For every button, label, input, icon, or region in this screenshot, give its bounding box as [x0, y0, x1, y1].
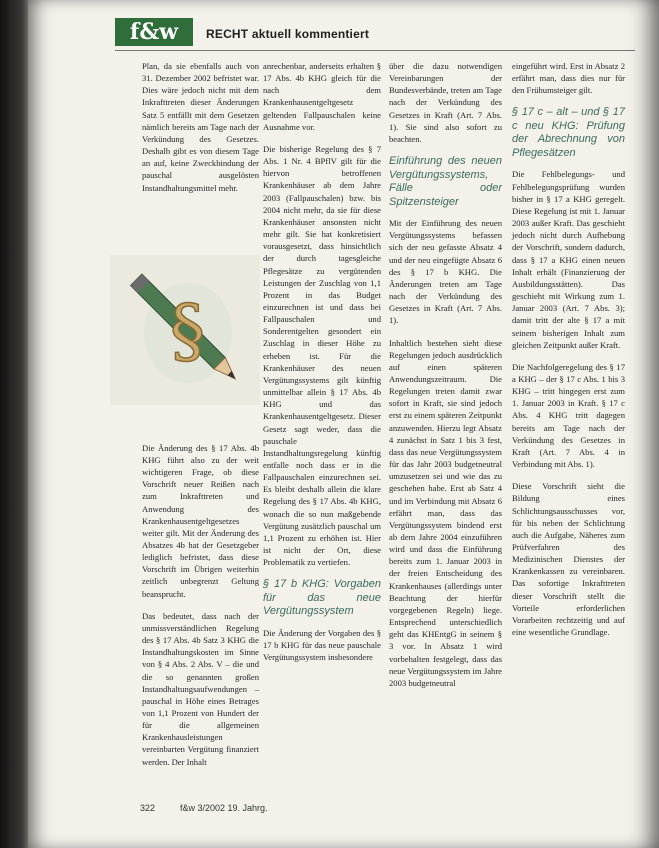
text-column-2: [263, 60, 381, 760]
paragraph: Die Änderung des § 17 Abs. 4b KHG führt also zu der weit wichtigeren Frage, ob diese Vorschrift neuer Reißen nach zum Inkrafttreten und Anwendung des Krankenhausentgeltgesetzes weiter gilt. Mit der Änderung des Absatzes 4b hat der Gesetzgeber lediglich befristet, dass diese Vorschrift im Übrigen weiterhin zeitlich unbegrenzt Geltung beansprucht.: [142, 442, 259, 599]
pencil-icon: [110, 255, 260, 405]
paragraph: anrechenbar, anderseits erhalten § 17 Abs. 4b KHG gleich für die nach dem Krankenhausentgeltgesetz geltenden Fallpauschalen keine Ausnahme vor.: [263, 61, 381, 132]
paragraph: Die Änderung der Vorgaben des § 17 b KHG für das neue pauschale Vergütungssystem insbesondere: [263, 627, 381, 663]
paragraph: Plan, da sie ebenfalls auch von 31. Dezember 2002 befristet war. Dies wäre jedoch nicht mit dem Inkrafttreten dieser Änderungen Satz 5 entfällt mit dem Gesetzen nämlich bereits am Tage nach der Verkündung des Gesetzes. Deshalb gibt es von diesem Tage an auf, keine Zweckbindung der pauschal ausgelösten Instandhaltungsmittel mehr.: [142, 61, 259, 193]
text-column-4: [512, 60, 625, 760]
paragraph: Diese Vorschrift sieht die Bildung eines Schlichtungsausschusses vor, für bis neben der Schlichtung auch die Aufgabe, Näheres zum Prüfverfahren des Medizinischen Dienstes der Krankenkassen zu vereinbaren. Das sofortige Inkrafttreten dieser Vorschrift stellt die Vorteile erforderlichen Vorarbeiten rechtzeitig und auf eine wesentliche Grundlage.: [512, 481, 625, 638]
page-number: 322: [140, 803, 156, 813]
header-rule: [115, 50, 635, 51]
paragraph: über die dazu notwendigen Vereinbarungen der Bundesverbände, treten am Tage nach der Verkündung des Gesetzes in Kraft (Art. 7 Abs. 1). Sie sind also sofort zu beachten.: [389, 61, 502, 144]
svg-text:§: §: [170, 290, 205, 372]
issue-reference: f&w 3/2002 19. Jahrg.: [180, 803, 268, 813]
paragraph: Die Fehlbelegungs- und Fehlbelegungsprüfung wurden bisher in § 17 a KHG geregelt. Diese Regelung ist mit 1. Januar 2003 außer Kraft. Das geschieht jedoch nicht durch Aufhebung der Vorschrift, sondern dadurch, dass § 17 a KHG einen neuen Inhalt erhält (Finanzierung der Ausbildungsstätten). Das geschieht mit Wirkung zum 1. Januar 2003 (Art. 7 Abs. 3); damit tritt der alte § 17 a mit seinem bisherigen Inhalt zum gleichen Zeitpunkt außer Kraft.: [512, 169, 625, 350]
pencil-paragraph-illustration: [110, 255, 260, 405]
paragraph: Mit der Einführung des neuen Vergütungssystems befassen sich der neu gefasste Absatz 4 und der neu eingefügte Absatz 6 des § 17 b KHG. Die Änderungen treten am Tage nach der Verkündung des Gesetzes in Kraft (Art. 7 Abs. 1).: [389, 218, 502, 326]
paragraph: eingeführt wird. Erst in Absatz 2 erfährt man, dass dies nur für den Frühumsteiger gilt.: [512, 61, 625, 96]
paragraph: Die Nachfolgeregelung des § 17 a KHG – der § 17 c Abs. 1 bis 3 KHG – tritt hingegen erst zum 1. Januar 2003 in Kraft. § 17 c Abs. 4 KHG tritt dagegen bereits am Tage nach der Verkündung des Gesetzes in Kraft (Art. 7 Abs. 4 in Verbindung mit Abs. 1).: [512, 361, 625, 470]
section-header: RECHT aktuell kommentiert: [206, 27, 370, 41]
section-subheading: Einführung des neuen Vergütungssystems, Fälle oder Spitzensteiger: [389, 155, 502, 208]
paragraph: Die bisherige Regelung des § 7 Abs. 1 Nr. 4 BPflV gilt für die hiervon betroffenen Krankenhäuser ab dem Jahre 2003 (Fallpauschalen) bzw. bis 2004 nicht mehr, da sie für diese Krankenhäuser ansonsten nicht mehr gilt. Sie hat konkretisiert vorausgesetzt, dass hinsichtlich der durch tagesgleiche Pflegesätze zu vergütenden Leistungen der Zuschlag von 1,1 Prozent in das Budget einzurechnen ist und dass bei Fallpauschalen und Sonderentgelten gesondert ein Zuschlag in dieser Höhe zu erheben ist. Für die Krankenhäuser des neuen Vergütungssystems gilt künftig unmittelbar allein § 17 Abs. 4b KHG und das Krankenhausentgeltgesetz. Dieser Gesetz sagt weder, dass die pauschale Instandhaltungsregelung künftig entfalle noch dass er in die Fallpauschalen einzurechnen sei. Es bleibt deshalb allein die klare Regelung des § 17 Abs. 4b KHG, wonach die so nun maßgebende Vergütung zusätzlich pauschal um 1,1 Prozent zu erhöhen ist. Hier ist nicht der Ort, diese Problematik zu vertiefen.: [263, 143, 381, 568]
section-subheading: § 17 c – alt – und § 17 c neu KHG: Prüfung der Abrechnung von Pflegesätzen: [512, 106, 625, 159]
publication-logo: f&w: [115, 18, 193, 46]
text-column-1: [142, 60, 259, 767]
paragraph: Das bedeutet, dass nach der unmissverständlichen Regelung des § 17 Abs. 4b Satz 3 KHG die Instandhaltungskosten im Sinne von § 4 Abs. 2 Abs. V – die und die so genannten großen Instandhaltungsaufwendungen – pauschal in Höhe eines Betrages von 1,1 Prozent von Hundert der für die allgemeinen Krankenhausleistungen vereinbarten Vergütung finanziert werden. Der Inhalt: [142, 610, 259, 767]
text-column-3: [389, 60, 502, 760]
section-subheading: § 17 b KHG: Vorgaben für das neue Vergütungssystem: [263, 578, 381, 618]
paragraph: Inhaltlich bestehen sieht diese Regelungen jedoch ausdrücklich auf einen späteren Anwendungszeitraum. Die Regelungen treten damit zwar sofort in Kraft, sie sind jedoch erst zu einem späteren Zeitpunkt anzuwenden. Hierzu legt Absatz 4 zunächst in Satz 1 bis 3 fest, dass das neue Vergütungssystem für das Jahr 2003 budgetneutral umzusetzen sei und wie das zu geschehen habe. Erst ab Satz 4 und im Verbindung mit Absatz 6 erfährt man, dass das Vergütungssystem bindend erst ab dem Jahre 2004 einzuführen wird und dass die Einführung bereits zum 1. Januar 2003 in der freien Entscheidung des Krankenhauses (allerdings unter Beachtung der hierfür vorgegebenen Regeln) liege. Entsprechend unterschiedlich geht das KHEntgG in seinem § 3 vor. In Absatz 1 wird vorbehalten festgelegt, dass das neue Vergütungssystem im Jahre 2003 budgetneutral: [389, 337, 502, 688]
